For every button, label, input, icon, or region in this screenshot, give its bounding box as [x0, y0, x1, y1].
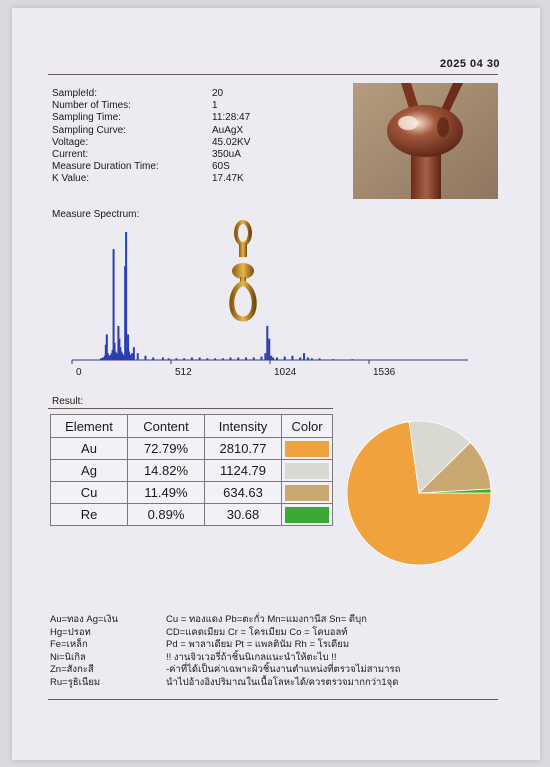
- spectrum-bar: [199, 357, 201, 360]
- table-row: [51, 460, 333, 482]
- element-cell: Re: [51, 504, 128, 526]
- column-header: Content: [128, 415, 205, 438]
- spectrum-bar: [303, 353, 305, 360]
- intensity-cell: 634.63: [205, 482, 282, 504]
- color-cell: [282, 504, 333, 526]
- spectrum-tick-label: 512: [175, 367, 192, 378]
- spectrum-bar: [175, 358, 177, 360]
- spectrum-bar: [291, 356, 293, 360]
- spectrum-bar: [253, 357, 255, 360]
- legend-line: Fe=เหล็ก Pd = พาลาเดียม Pt = แพลตินัม Rh = โรเดียม: [50, 639, 350, 651]
- legend-line: Hg=ปรอท CD=แคดเมียม Cr = โครเมียม Co = โคบอลท์: [50, 626, 348, 638]
- header-divider: [48, 74, 498, 75]
- spectrum-chart: [60, 228, 470, 378]
- sample-info: [52, 88, 250, 186]
- spectrum-bar: [102, 357, 104, 360]
- spectrum-bar: [206, 358, 208, 360]
- info-row: Current: 350uA: [52, 149, 241, 161]
- spectrum-bar: [270, 356, 272, 360]
- spectrum-bar: [272, 357, 274, 360]
- spectrum-tick-label: 0: [76, 367, 82, 378]
- spectrum-bar: [237, 357, 239, 360]
- info-row: Measure Duration Time: 60S: [52, 161, 230, 173]
- spectrum-bar: [137, 353, 139, 360]
- spectrum-bar: [276, 357, 278, 360]
- info-row: SampleId: 20: [52, 88, 224, 99]
- spectrum-bar: [222, 358, 224, 360]
- content-cell: 72.79%: [128, 438, 205, 460]
- column-header: Element: [51, 415, 128, 438]
- intensity-cell: 30.68: [205, 504, 282, 526]
- spectrum-bar: [311, 358, 313, 360]
- spectrum-bar: [152, 357, 154, 360]
- footer-divider: [48, 699, 498, 700]
- element-legend: [50, 614, 400, 690]
- color-cell: [282, 460, 333, 482]
- spectrum-tick-label: 1536: [373, 367, 396, 378]
- spectrum-bar: [214, 358, 216, 360]
- color-swatch: [285, 441, 329, 457]
- color-swatch: [285, 507, 329, 523]
- table-row: [51, 482, 333, 504]
- table-header-row: [51, 415, 333, 438]
- spectrum-bar: [299, 357, 301, 360]
- spectrum-tick-label: 1024: [274, 367, 297, 378]
- spectrum-bar: [332, 359, 334, 360]
- info-row: K Value: 17.47K: [52, 173, 244, 185]
- spectrum-bar: [245, 357, 247, 360]
- legend-line: Zn=สังกะสี -ค่าที่ได้เป็นค่าเฉพาะผิวชิ้นงานตำแหน่งที่ตรวจไม่สามารถ: [50, 664, 401, 676]
- sample-camera-photo: [353, 83, 498, 199]
- color-swatch: [285, 485, 329, 501]
- result-title: Result:: [52, 396, 84, 407]
- legend-line: Au=ทอง Ag=เงิน Cu = ทองแดง Pb=ตะกั่ว Mn=แมงกานีส Sn= ดีบุก: [50, 614, 367, 625]
- result-divider: [48, 408, 333, 409]
- spectrum-bar: [133, 347, 135, 360]
- color-cell: [282, 482, 333, 504]
- table-row: [51, 438, 333, 460]
- spectrum-bar: [162, 357, 164, 360]
- info-row: Voltage: 45.02KV: [52, 136, 251, 148]
- info-row: Sampling Curve: AuAgX: [52, 124, 244, 136]
- legend-line: Ru=รูธิเนียม นำไปอ้างอิงปริมาณในเนื้อโลหะได้/ควรตรวจมากกว่า1จุด: [50, 676, 399, 688]
- spectrum-bar: [183, 358, 185, 360]
- spectrum-bar: [266, 326, 268, 360]
- table-row: [51, 504, 333, 526]
- spectrum-bar: [191, 357, 193, 360]
- spectrum-bar: [144, 356, 146, 360]
- spectrum-bar: [260, 357, 262, 360]
- result-table: [50, 414, 333, 526]
- legend-line: Ni=นิเกิล !! งานจิวเวอรี่ถ้าชิ้นนิเกลแนะนำให้ตะไบ !!: [50, 651, 337, 663]
- composition-pie-chart: [344, 418, 494, 568]
- info-row: Number of Times: 1: [52, 100, 218, 112]
- color-swatch: [285, 463, 329, 479]
- spectrum-bar: [319, 358, 321, 360]
- intensity-cell: 2810.77: [205, 438, 282, 460]
- column-header: Intensity: [205, 415, 282, 438]
- color-cell: [282, 438, 333, 460]
- content-cell: 0.89%: [128, 504, 205, 526]
- spectrum-bar: [125, 232, 127, 360]
- column-header: Color: [282, 415, 333, 438]
- spectrum-bar: [268, 339, 270, 360]
- spectrum-bar: [100, 358, 102, 360]
- spectrum-bar: [131, 353, 133, 360]
- spectrum-title: Measure Spectrum:: [52, 209, 140, 220]
- report-date: 2025 04 30: [440, 58, 501, 70]
- pendant-photo: [224, 219, 264, 324]
- spectrum-bar: [264, 353, 266, 360]
- spectrum-bar: [307, 357, 309, 360]
- content-cell: 11.49%: [128, 482, 205, 504]
- content-cell: 14.82%: [128, 460, 205, 482]
- spectrum-bar: [230, 357, 232, 360]
- element-cell: Au: [51, 438, 128, 460]
- spectrum-bar: [284, 357, 286, 360]
- intensity-cell: 1124.79: [205, 460, 282, 482]
- spectrum-bar: [351, 359, 353, 360]
- element-cell: Ag: [51, 460, 128, 482]
- info-row: Sampling Time: 11:28:47: [52, 112, 251, 124]
- element-cell: Cu: [51, 482, 128, 504]
- spectrum-bar: [168, 358, 170, 360]
